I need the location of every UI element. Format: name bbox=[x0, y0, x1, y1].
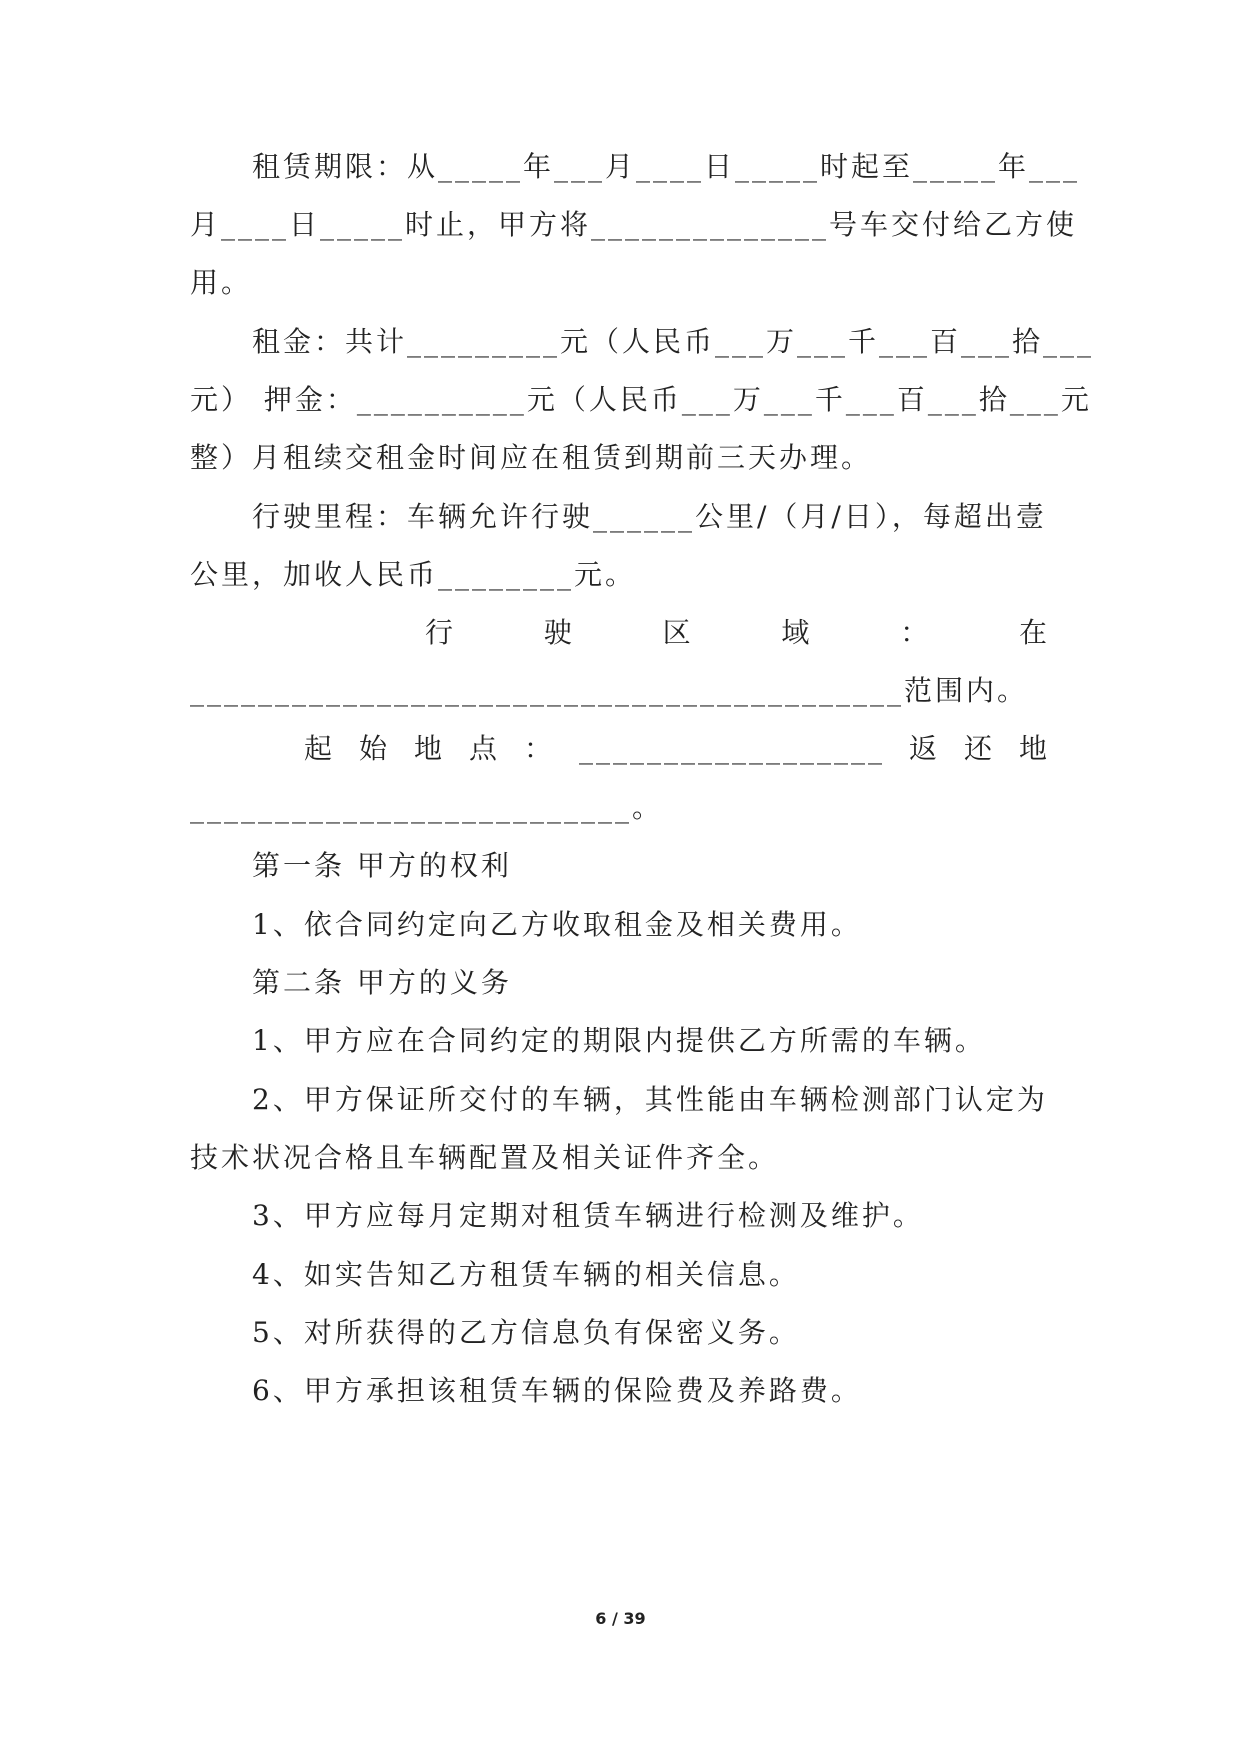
location-char: 地 bbox=[1018, 732, 1050, 765]
region-char: 区 bbox=[662, 616, 694, 649]
rent-line-3: 整）月租续交租金时间应在租赁到期前三天办理。 bbox=[190, 441, 873, 474]
article-2-item-3: 3、甲方应每月定期对租赁车辆进行检测及维护。 bbox=[252, 1199, 924, 1232]
region-line-2: __________________________________________范围内。 bbox=[190, 674, 1029, 707]
lease-term-line-1: 租赁期限：从_____年___月____日_____时起至_____年___ bbox=[252, 150, 1081, 183]
article-2-item-1: 1、甲方应在合同约定的期限内提供乙方所需的车辆。 bbox=[252, 1024, 986, 1057]
rent-line-1: 租金：共计_________元（人民币___万___千___百___拾___ bbox=[252, 325, 1095, 358]
lease-term-line-2: 月____日_____时止，甲方将______________号车交付给乙方使 bbox=[190, 208, 1078, 241]
location-char: 点 bbox=[469, 732, 501, 765]
article-2-item-5: 5、对所获得的乙方信息负有保密义务。 bbox=[252, 1316, 800, 1349]
article-2-item-2: 2、甲方保证所交付的车辆，其性能由车辆检测部门认定为 bbox=[252, 1083, 1048, 1116]
lease-term-line-3: 用。 bbox=[190, 266, 253, 299]
article-2-item-4: 4、如实告知乙方租赁车辆的相关信息。 bbox=[252, 1258, 800, 1291]
region-char: 在 bbox=[1018, 616, 1050, 649]
page-number: 6 / 39 bbox=[595, 1609, 646, 1628]
article-1-heading: 第一条 甲方的权利 bbox=[252, 849, 512, 882]
location-char: 还 bbox=[963, 732, 995, 765]
location-line-1 bbox=[304, 729, 1050, 769]
rent-line-2: 元） 押金：__________元（人民币___万___千___百___拾___元 bbox=[190, 383, 1092, 416]
region-char: 域 bbox=[781, 616, 813, 649]
location-char: 始 bbox=[359, 732, 391, 765]
location-char: 起 bbox=[304, 732, 336, 765]
location-line-2: __________________________。 bbox=[190, 791, 664, 824]
location-char: ： bbox=[524, 732, 556, 765]
region-char: 行 bbox=[425, 616, 457, 649]
mileage-line-1: 行驶里程：车辆允许行驶______公里/（月/日），每超出壹 bbox=[252, 500, 1047, 533]
mileage-line-2: 公里，加收人民币________元。 bbox=[190, 558, 637, 591]
article-2-heading: 第二条 甲方的义务 bbox=[252, 966, 512, 999]
region-line-1 bbox=[425, 613, 1050, 653]
region-char: 驶 bbox=[543, 616, 575, 649]
location-char: 地 bbox=[414, 732, 446, 765]
article-2-item-6: 6、甲方承担该租赁车辆的保险费及养路费。 bbox=[252, 1374, 862, 1407]
article-1-item-1: 1、依合同约定向乙方收取租金及相关费用。 bbox=[252, 908, 862, 941]
region-char: ： bbox=[900, 616, 932, 649]
article-2-item-2-cont: 技术状况合格且车辆配置及相关证件齐全。 bbox=[190, 1141, 780, 1174]
location-char: 返 bbox=[908, 732, 940, 765]
location-blank: __________________ bbox=[579, 732, 885, 765]
